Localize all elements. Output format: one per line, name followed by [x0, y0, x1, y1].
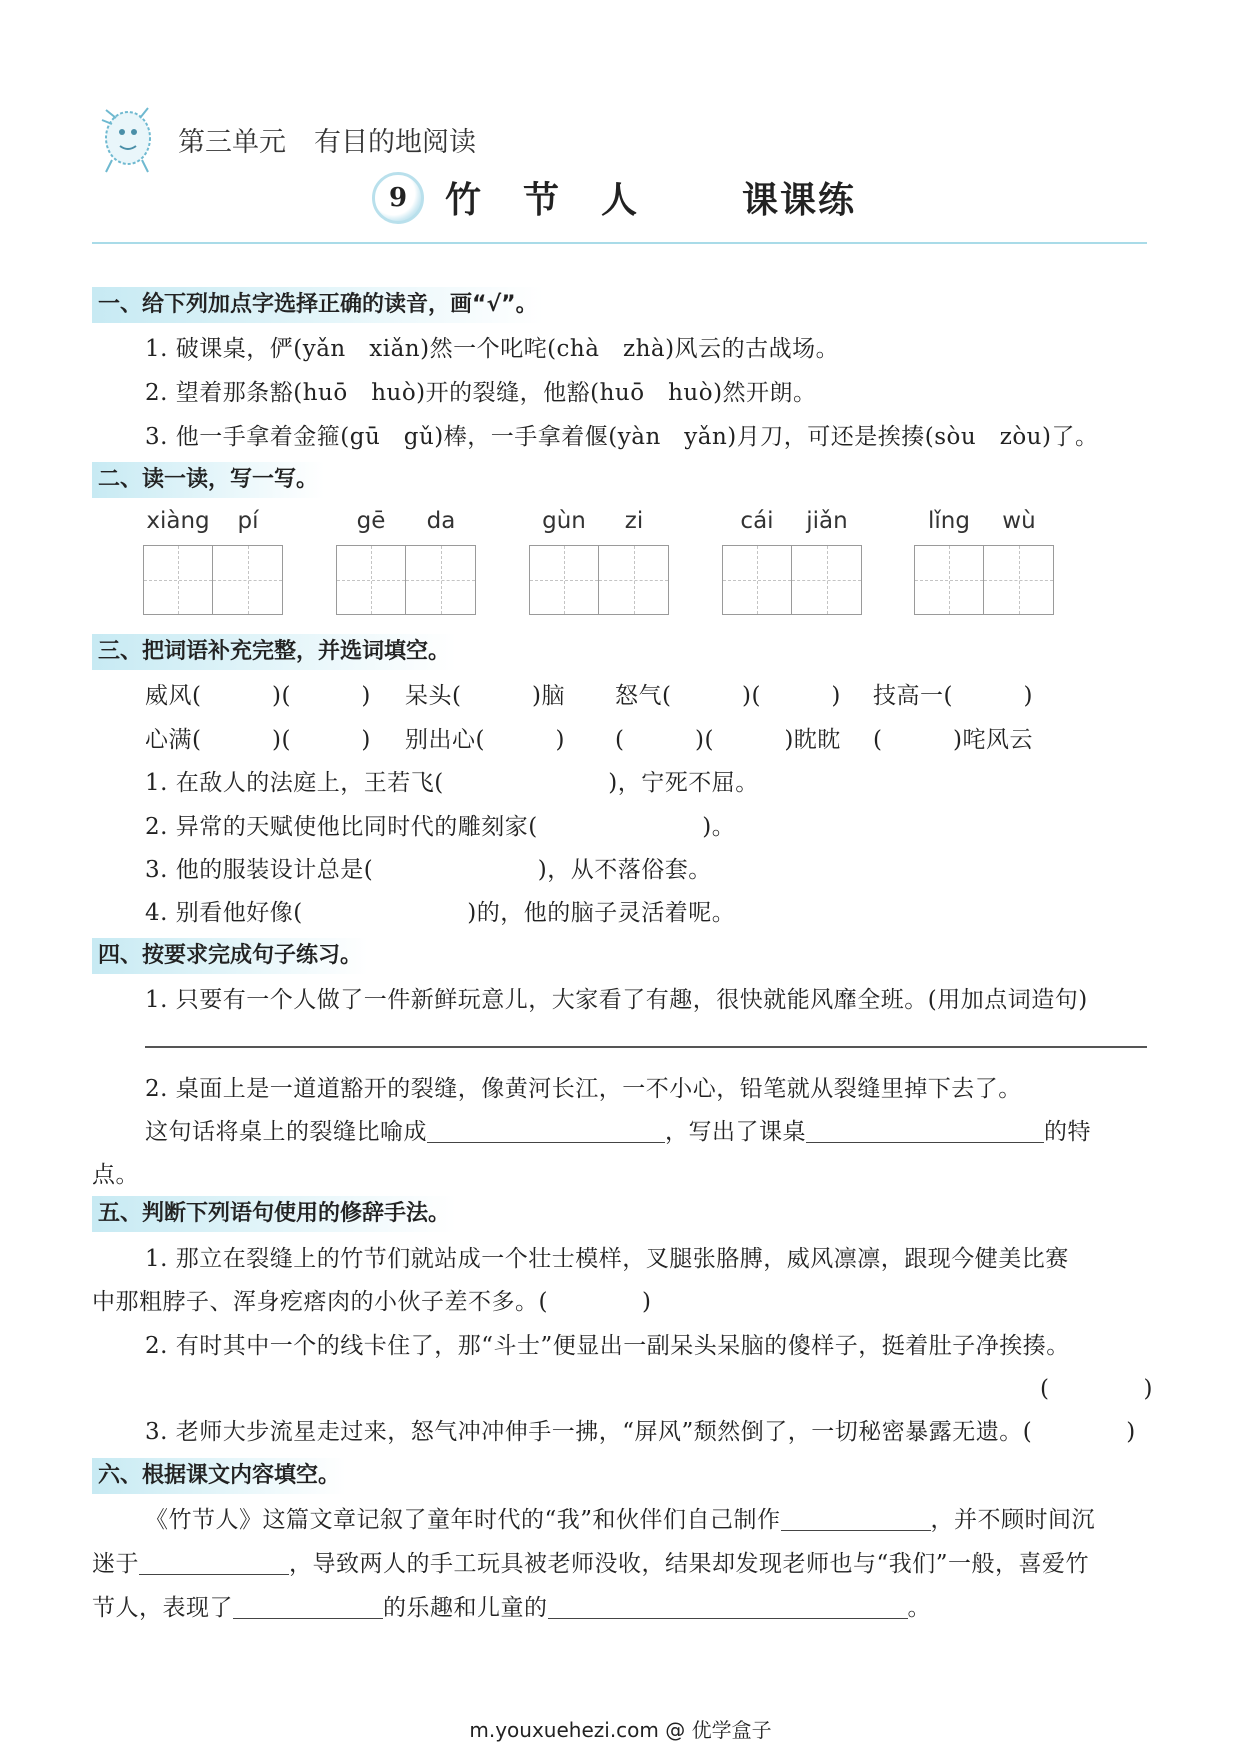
pinyin-5: lǐng wù	[928, 508, 1036, 534]
header-divider	[92, 242, 1147, 244]
mascot-icon	[92, 90, 162, 175]
s5-item-1a: 1. 那立在裂缝上的竹节们就站成一个壮士模样，叉腿张胳膊，威风凛凛，跟现今健美比赛	[145, 1246, 1069, 1272]
blank-s6-3[interactable]	[233, 1596, 383, 1619]
s1-item-2: 2. 望着那条豁(huō huò)开的裂缝，他豁(huō huò)然开朗。	[145, 380, 817, 406]
lesson-number-badge: 9	[372, 172, 424, 224]
writing-grid-1[interactable]	[143, 545, 283, 615]
lesson-title: 竹节人	[445, 179, 680, 221]
s3-item-4: 4. 别看他好像( )的，他的脑子灵活着呢。	[145, 900, 736, 926]
s6-line-2: 迷于 ，导致两人的手工玩具被老师没收，结果却发现老师也与“我们”一般，喜爱竹	[92, 1551, 1090, 1577]
s3-word-5: 心满( )( )	[145, 727, 371, 753]
pinyin-2: gē da	[356, 508, 456, 534]
s4-item-2-prompt: 这句话将桌上的裂缝比喻成 ，写出了课桌 的特	[145, 1119, 1091, 1145]
blank-feature[interactable]	[806, 1120, 1044, 1143]
unit-theme: 有目的地阅读	[314, 127, 476, 158]
section-3-title: 三、把词语补充完整，并选词填空。	[92, 634, 456, 670]
pinyin-3: gùn zi	[542, 508, 644, 534]
blank-metaphor[interactable]	[427, 1120, 665, 1143]
writing-grid-4[interactable]	[722, 545, 862, 615]
s3-item-2: 2. 异常的天赋使他比同时代的雕刻家( )。	[145, 814, 736, 840]
s4-item-1: 1. 只要有一个人做了一件新鲜玩意儿，大家看了有趣，很快就能风靡全班。(用加点词造句)	[145, 987, 1088, 1013]
s3-word-7: ( )( )眈眈	[615, 727, 841, 753]
s3-word-3: 怒气( )( )	[615, 683, 841, 709]
s3-item-3: 3. 他的服装设计总是( )，从不落俗套。	[145, 857, 712, 883]
s6-line-3: 节人，表现了 的乐趣和儿童的 。	[92, 1595, 931, 1621]
s1-item-3: 3. 他一手拿着金箍(gū gǔ)棒，一手拿着偃(yàn yǎn)月刀，可还是挨揍(sòu zòu)了。	[145, 424, 1099, 450]
unit-label: 第三单元	[178, 127, 286, 158]
section-6-title: 六、根据课文内容填空。	[92, 1458, 346, 1494]
s6-line-1: 《竹节人》这篇文章记叙了童年时代的“我”和伙伴们自己制作 ，并不顾时间沉	[145, 1507, 1096, 1533]
pinyin-4: cái jiǎn	[740, 508, 848, 534]
footer-watermark: m.youxuehezi.com @ 优学盒子	[469, 1718, 772, 1742]
writing-grid-5[interactable]	[914, 545, 1054, 615]
writing-grid-2[interactable]	[336, 545, 476, 615]
answer-line[interactable]	[145, 1046, 1147, 1048]
blank-s6-4[interactable]	[548, 1596, 908, 1619]
blank-s6-2[interactable]	[139, 1552, 289, 1575]
s1-item-1: 1. 破课桌，俨(yǎn xiǎn)然一个叱咤(chà zhà)风云的古战场。	[145, 336, 840, 362]
blank-s6-1[interactable]	[781, 1508, 931, 1531]
s3-word-2: 呆头( )脑	[405, 683, 565, 709]
s5-item-2-paren: ( )	[1040, 1376, 1153, 1402]
lesson-type: 课课练	[742, 179, 857, 221]
s5-item-3: 3. 老师大步流星走过来，怒气冲冲伸手一拂，“屏风”颓然倒了，一切秘密暴露无遗。( )	[145, 1419, 1136, 1445]
unit-title	[178, 120, 504, 159]
s3-item-1: 1. 在敌人的法庭上，王若飞( )，宁死不屈。	[145, 770, 759, 796]
section-5-title: 五、判断下列语句使用的修辞手法。	[92, 1196, 456, 1232]
s3-word-1: 威风( )( )	[145, 683, 371, 709]
section-1-title: 一、给下列加点字选择正确的读音，画“√”。	[92, 287, 544, 323]
writing-grid-3[interactable]	[529, 545, 669, 615]
section-4-title: 四、按要求完成句子练习。	[92, 938, 368, 974]
s5-item-2: 2. 有时其中一个的线卡住了，那“斗士”便显出一副呆头呆脑的傻样子，挺着肚子净挨揍。	[145, 1333, 1070, 1359]
s3-word-8: ( )咤风云	[873, 727, 1033, 753]
s5-item-1b: 中那粗脖子、浑身疙瘩肉的小伙子差不多。( )	[92, 1289, 652, 1315]
s4-item-2: 2. 桌面上是一道道豁开的裂缝，像黄河长江，一不小心，铅笔就从裂缝里掉下去了。	[145, 1076, 1022, 1102]
s3-word-6: 别出心( )	[405, 727, 565, 753]
section-2-title: 二、读一读，写一写。	[92, 462, 324, 498]
s3-word-4: 技高一( )	[873, 683, 1033, 709]
pinyin-1: xiàng pí	[146, 508, 259, 534]
s4-item-2-end: 点。	[92, 1162, 139, 1188]
